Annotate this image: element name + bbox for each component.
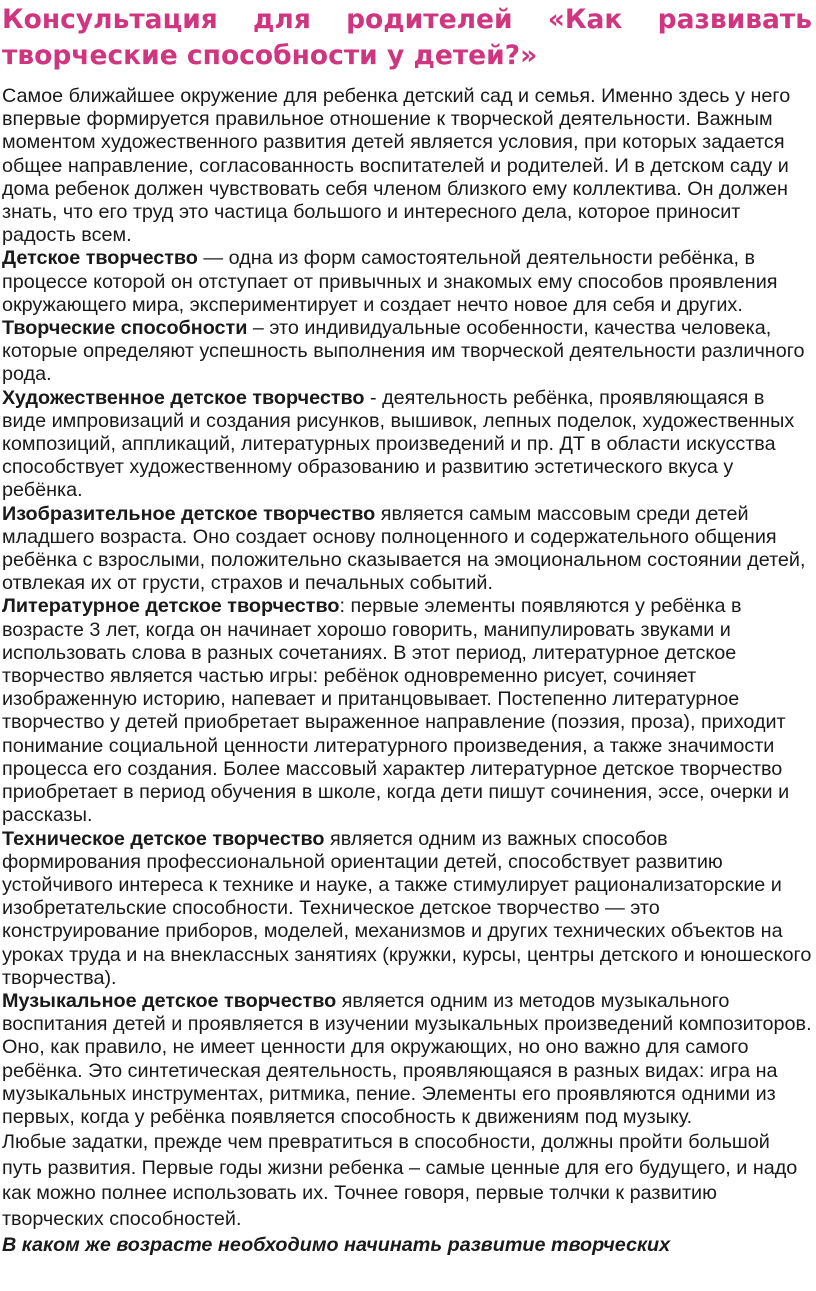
document-page — [2, 0, 812, 1257]
definition-text: - деятельность ребёнка, проявляющаяся в виде импровизаций и создания рисунков, вышивок, лепных поделок, художественных композиций, аппликаций, литературных произведений и пр. ДТ в области искусства способствует художественному образованию и развитию эстетического вкуса у ребёнка. — [2, 386, 795, 502]
definition-paragraph-children-creativity — [2, 247, 812, 317]
intro-paragraph: Самое ближайшее окружение для ребенка детский сад и семья. Именно здесь у него впервые формируется правильное отношение к творческой деятельности. Важным моментом художественного развития детей является условия, при которых задается общее направление, согласованность воспитателей и родителей. И в детском саду и дома ребенок должен чувствовать себя членом близкого ему коллектива. Он должен знать, что его труд это частица большого и интересного дела, которое приносит радость всем. — [2, 85, 791, 247]
definition-text: – это индивидуальные особенности, качества человека, которые определяют успешность выполнения им творческой деятельности различного рода. — [2, 317, 805, 386]
definition-term: Литературное детское творчество — [2, 595, 340, 618]
definition-paragraph-artistic-creativity — [2, 387, 812, 503]
document-title: Консультация для родителей «Как развивать творческие способности у детей?» — [2, 4, 812, 71]
definition-paragraph-musical-creativity — [2, 990, 812, 1129]
definition-term: Детское творчество — [2, 247, 198, 270]
definition-term: Творческие способности — [2, 317, 248, 340]
closing-paragraph: Любые задатки, прежде чем превратиться в способности, должны пройти большой путь развития. Первые годы жизни ребенка – самые ценные для его будущего, и надо как можно полнее использовать их. Точнее говоря, первые толчки к развитию творческих способностей. — [2, 1131, 798, 1230]
question-heading: В каком же возрасте необходимо начинать развитие творческих — [2, 1233, 671, 1256]
definition-paragraph-literary-creativity — [2, 595, 812, 827]
definition-paragraph-visual-creativity — [2, 503, 812, 596]
definition-paragraph-technical-creativity — [2, 828, 812, 990]
definition-text: : первые элементы появляются у ребёнка в возрасте 3 лет, когда он начинает хорошо говорить, манипулировать звуками и использовать слова в разных сочетаниях. В этот период, литературное детское творчество является частью игры: ребёнок одновременно рисует, сочиняет изображенную историю, напевает и пританцовывает. Постепенно литературное творчество у детей приобретает выраженное направление (поэзия, проза), приходит понимание социальной ценности литературного произведения, а также значимости процесса его создания. Более массовый характер литературное детское творчество приобретает в период обучения в школе, когда дети пишут сочинения, эссе, очерки и рассказы. — [2, 595, 790, 827]
definition-term: Художественное детское творчество — [2, 386, 365, 409]
definition-term: Музыкальное детское творчество — [2, 989, 337, 1012]
definition-text: является одним из методов музыкального воспитания детей и проявляется в изучении музыкальных произведений композиторов. Оно, как правило, не имеет ценности для окружающих, но оно важно для самого ребёнка. Это синтетическая деятельность, проявляющаяся в разных видах: игра на музыкальных инструментах, ритмика, пение. Элементы его проявляются одними из первых, когда у ребёнка появляется способность к движениям под музыку. — [2, 989, 812, 1128]
definition-text: является самым массовым среди детей младшего возраста. Оно создает основу полноценного и содержательного общения ребёнка с взрослыми, положительно сказывается на эмоциональном состоянии детей, отвлекая их от грусти, страхов и печальных событий. — [2, 502, 806, 595]
document-body — [2, 85, 812, 1257]
definition-text: является одним из важных способов формирования профессиональной ориентации детей, способствует развитию устойчивого интереса к технике и науке, а также стимулирует рационализаторские и изобретательские способности. Техническое детское творчество — это конструирование приборов, моделей, механизмов и других технических объектов на уроках труда и на внеклассных занятиях (кружки, курсы, центры детского и юношеского творчества). — [2, 827, 812, 989]
definition-text: — одна из форм самостоятельной деятельности ребёнка, в процессе которой он отступает от привычных и знакомых ему способов проявления окружающего мира, экспериментирует и создает нечто новое для себя и других. — [2, 247, 778, 316]
definition-paragraph-creative-abilities — [2, 317, 812, 387]
definition-term: Техническое детское творчество — [2, 827, 325, 850]
definition-term: Изобразительное детское творчество — [2, 502, 376, 525]
